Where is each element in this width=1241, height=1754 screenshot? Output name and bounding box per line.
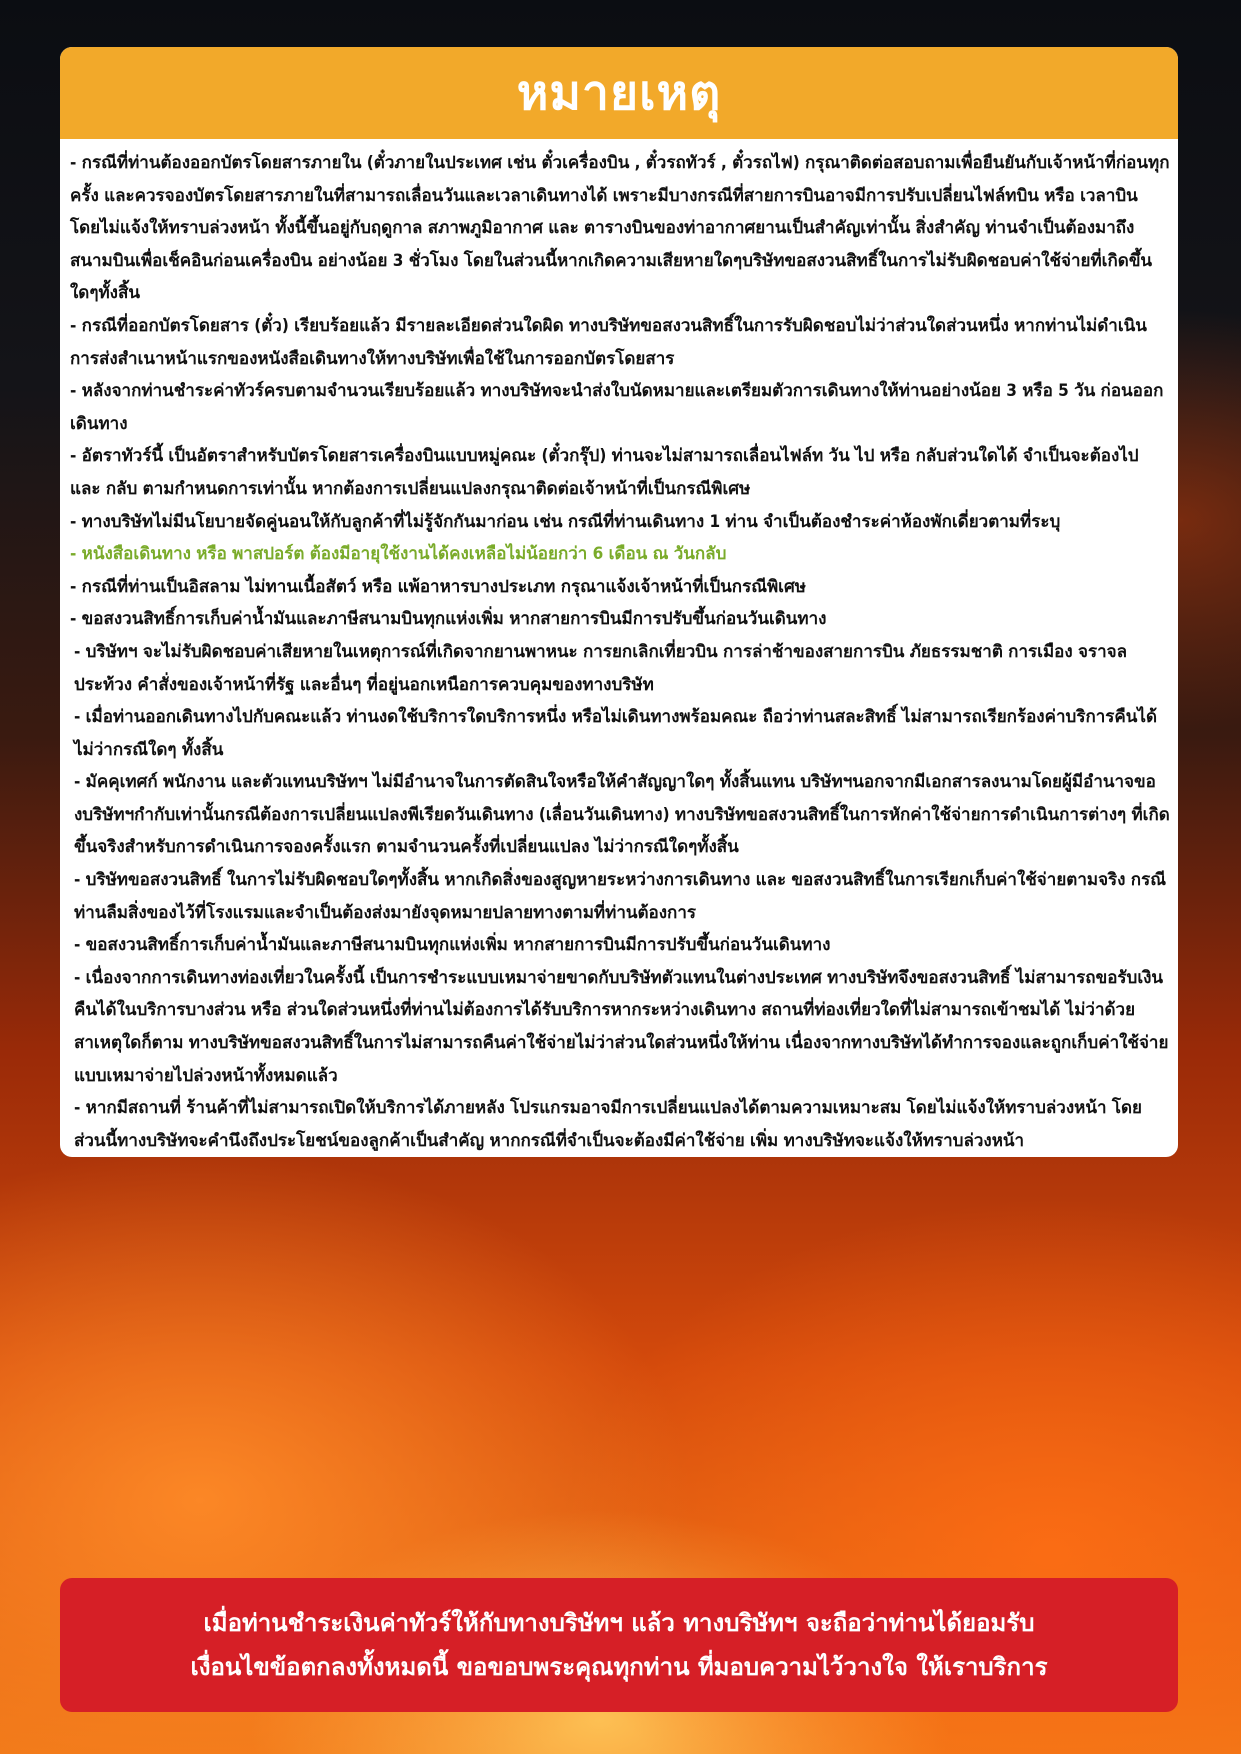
note-item: - หลังจากท่านชำระค่าทัวร์ครบตามจำนวนเรียบร้อยแล้ว ทางบริษัทจะนำส่งใบนัดหมายและเตรียมตัวการเดินทางให้ท่านอย่างน้อย 3 หรือ 5 วัน ก่อนออกเดินทาง [70,381,1164,434]
note-item-passport-highlight: - หนังสือเดินทาง หรือ พาสปอร์ต ต้องมีอายุใช้งานได้คงเหลือไม่น้อยกว่า 6 เดือน ณ วันกลับ [70,544,727,565]
note-item: - บริษัทขอสงวนสิทธิ์ ในการไม่รับผิดชอบใดๆทั้งสิ้น หากเกิดสิ่งของสูญหายระหว่างการเดินทาง และ ขอสงวนสิทธิ์ในการเรียกเก็บค่าใช้จ่ายตามจริง กรณีท่านลืมสิ่งของไว้ที่โรงแรมและจำเป็นต้องส่งมายังจุดหมายปลายทางตามที่ท่านต้องการ [74,870,1166,923]
acceptance-banner [60,1578,1178,1712]
acceptance-line-1: เมื่อท่านชำระเงินค่าทัวร์ให้กับทางบริษัทฯ แล้ว ทางบริษัทฯ จะถือว่าท่านได้ยอมรับ [203,1609,1035,1637]
note-item: - มัคคุเทศก์ พนักงาน และตัวแทนบริษัทฯ ไม่มีอำนาจในการตัดสินใจหรือให้คำสัญญาใดๆ ทั้งสิ้นแทน บริษัทฯนอกจากมีเอกสารลงนามโดยผู้มีอำนาจของบริษัทฯกำกับเท่านั้นกรณีต้องการเปลี่ยนแปลงพีเรียดวันเดินทาง (เลื่อนวันเดินทาง) ทางบริษัทขอสงวนสิทธิ์ในการหักค่าใช้จ่ายการดำเนินการต่างๆ ที่เกิดขึ้นจริงสำหรับการดำเนินการจองครั้งแรก ตามจำนวนครั้งที่เปลี่ยนแปลง ไม่ว่ากรณีใดๆทั้งสิ้น [74,772,1170,858]
note-item: - ขอสงวนสิทธิ์การเก็บค่าน้ำมันและภาษีสนามบินทุกแห่งเพิ่ม หากสายการบินมีการปรับขึ้นก่อนวันเดินทาง [74,935,831,956]
note-item: - ขอสงวนสิทธิ์การเก็บค่าน้ำมันและภาษีสนามบินทุกแห่งเพิ่ม หากสายการบินมีการปรับขึ้นก่อนวันเดินทาง [70,609,827,630]
acceptance-line-2: เงื่อนไขข้อตกลงทั้งหมดนี้ ขอขอบพระคุณทุกท่าน ที่มอบความไว้วางใจ ให้เราบริการ [190,1653,1048,1681]
notes-list [60,139,1178,1157]
note-item: - กรณีที่ท่านต้องออกบัตรโดยสารภายใน (ตั๋วภายในประเทศ เช่น ตั๋วเครื่องบิน , ตั๋วรถทัวร์ , ตั๋วรถไฟ) กรุณาติดต่อสอบถามเพื่อยืนยันกับเจ้าหน้าที่ก่อนทุกครั้ง และควรจองบัตรโดยสารภายในที่สามารถเลื่อนวันและเวลาเดินทางได้ เพราะมีบางกรณีที่สายการบินอาจมีการปรับเปลี่ยนไฟล์ทบิน หรือ เวลาบิน โดยไม่แจ้งให้ทราบล่วงหน้า ทั้งนี้ขึ้นอยู่กับฤดูกาล สภาพภูมิอากาศ และ ตารางบินของท่าอากาศยานเป็นสำคัญเท่านั้น สิ่งสำคัญ ท่านจำเป็นต้องมาถึงสนามบินเพื่อเช็คอินก่อนเครื่องบิน อย่างน้อย 3 ชั่วโมง โดยในส่วนนี้หากเกิดความเสียหายใดๆบริษัทขอสงวนสิทธิ์ในการไม่รับผิดชอบค่าใช้จ่ายที่เกิดขึ้นใดๆทั้งสิ้น [70,153,1170,304]
note-item: - กรณีที่ท่านเป็นอิสลาม ไม่ทานเนื้อสัตว์ หรือ แพ้อาหารบางประเภท กรุณาแจ้งเจ้าหน้าที่เป็นกรณีพิเศษ [70,576,806,597]
page-title: หมายเหตุ [516,65,722,121]
note-item: - บริษัทฯ จะไม่รับผิดชอบค่าเสียหายในเหตุการณ์ที่เกิดจากยานพาหนะ การยกเลิกเที่ยวบิน การล่าช้าของสายการบิน ภัยธรรมชาติ การเมือง จราจล ประท้วง คำสั่งของเจ้าหน้าที่รัฐ และอื่นๆ ที่อยู่นอกเหนือการควบคุมของทางบริษัท [74,641,1128,695]
note-item: - กรณีที่ออกบัตรโดยสาร (ตั๋ว) เรียบร้อยแล้ว มีรายละเอียดส่วนใดผิด ทางบริษัทขอสงวนสิทธิ์ในการรับผิดชอบไม่ว่าส่วนใดส่วนหนึ่ง หากท่านไม่ดำเนินการส่งสำเนาหน้าแรกของหนังสือเดินทางให้ทางบริษัทเพื่อใช้ในการออกบัตรโดยสาร [70,315,1147,369]
note-item: - เมื่อท่านออกเดินทางไปกับคณะแล้ว ท่านงดใช้บริการใดบริการหนึ่ง หรือไม่เดินทางพร้อมคณะ ถือว่าท่านสละสิทธิ์ ไม่สามารถเรียกร้องค่าบริการคืนได้ ไม่ว่ากรณีใดๆ ทั้งสิ้น [74,707,1158,760]
note-item: - ทางบริษัทไม่มีนโยบายจัดคู่นอนให้กับลูกค้าที่ไม่รู้จักกันมาก่อน เช่น กรณีที่ท่านเดินทาง 1 ท่าน จำเป็นต้องชำระค่าห้องพักเดี่ยวตามที่ระบุ [70,511,1061,532]
note-item: - หากมีสถานที่ ร้านค้าที่ไม่สามารถเปิดให้บริการได้ภายหลัง โปรแกรมอาจมีการเปลี่ยนแปลงได้ตามความเหมาะสม โดยไม่แจ้งให้ทราบล่วงหน้า โดยส่วนนี้ทางบริษัทจะคำนึงถึงประโยชน์ของลูกค้าเป็นสำคัญ หากกรณีที่จำเป็นจะต้องมีค่าใช้จ่าย เพิ่ม ทางบริษัทจะแจ้งให้ทราบล่วงหน้า [74,1098,1142,1151]
note-item: - เนื่องจากการเดินทางท่องเที่ยวในครั้งนี้ เป็นการชำระแบบเหมาจ่ายขาดกับบริษัทตัวแทนในต่างประเทศ ทางบริษัทจึงขอสงวนสิทธิ์ ไม่สามารถขอรับเงินคืนได้ในบริการบางส่วน หรือ ส่วนใดส่วนหนึ่งที่ท่านไม่ต้องการได้รับบริการหากระหว่างเดินทาง สถานที่ท่องเที่ยวใดที่ไม่สามารถเข้าชมได้ ไม่ว่าด้วยสาเหตุใดก็ตาม ทางบริษัทขอสงวนสิทธิ์ในการไม่สามารถคืนค่าใช้จ่ายไม่ว่าส่วนใดส่วนหนึ่งให้ท่าน เนื่องจากทางบริษัทได้ทำการจองและถูกเก็บค่าใช้จ่ายแบบเหมาจ่ายไปล่วงหน้าทั้งหมดแล้ว [74,967,1169,1086]
notes-header [60,47,1178,139]
notes-panel [60,47,1178,1157]
note-item: - อัตราทัวร์นี้ เป็นอัตราสำหรับบัตรโดยสารเครื่องบินแบบหมู่คณะ (ตั๋วกรุ๊ป) ท่านจะไม่สามารถเลื่อนไฟล์ท วัน ไป หรือ กลับส่วนใดได้ จำเป็นจะต้องไป และ กลับ ตามกำหนดการเท่านั้น หากต้องการเปลี่ยนแปลงกรุณาติดต่อเจ้าหน้าที่เป็นกรณีพิเศษ [70,446,1139,499]
